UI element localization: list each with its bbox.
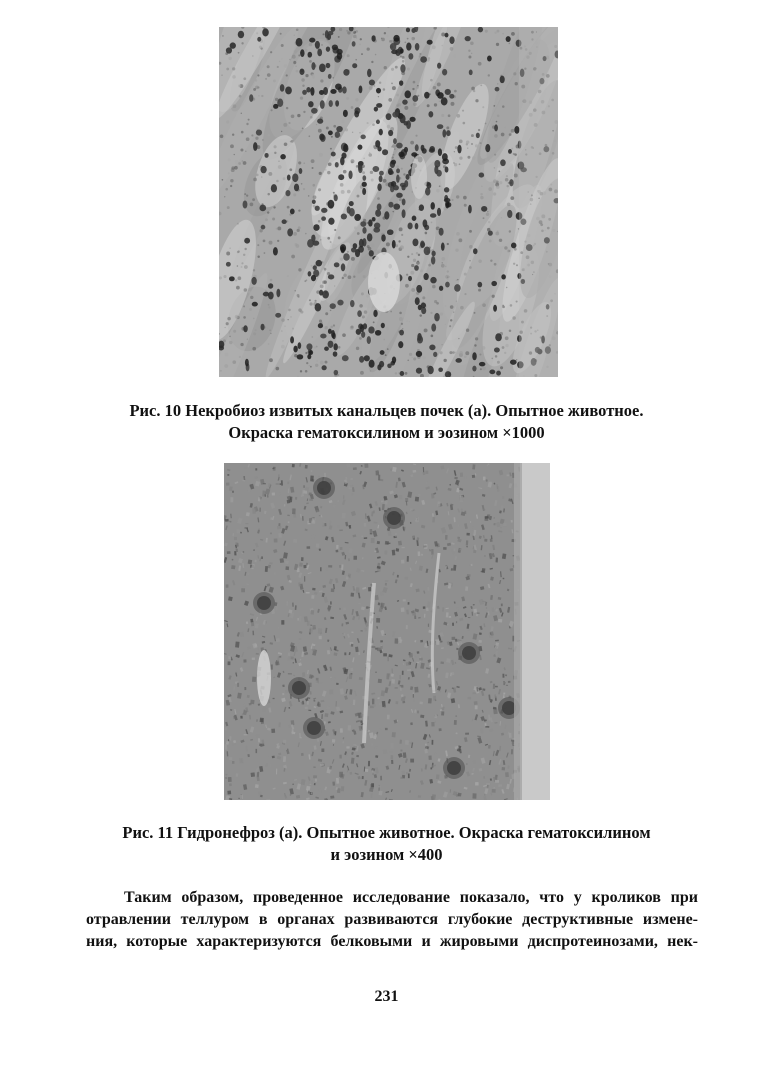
page-number: 231 xyxy=(374,988,399,1005)
body-paragraph xyxy=(86,887,698,953)
figure-10-caption xyxy=(0,400,773,444)
figure-10-caption-line-2: Окраска гематоксилином и эозином ×1000 xyxy=(228,423,545,442)
body-line-3: ния, которые характеризуются белковыми и жировыми диспротеинозами, нек- xyxy=(86,933,698,950)
figure-11-micrograph xyxy=(224,463,550,800)
figure-10-micrograph xyxy=(219,27,558,377)
figure-11-caption xyxy=(0,822,773,866)
figure-11-caption-line-1: Рис. 11 Гидронефроз (а). Опытное животное. Окраска гематоксилином xyxy=(122,823,651,842)
figure-11-caption-line-2: и эозином ×400 xyxy=(330,845,443,864)
figure-10-caption-line-1: Рис. 10 Некробиоз извитых канальцев почек (а). Опытное животное. xyxy=(129,401,644,420)
body-line-2: отравлении теллуром в органах развиваются глубокие деструктивные измене- xyxy=(86,911,698,928)
body-line-1: Таким образом, проведенное исследование показало, что у кроликов при xyxy=(124,889,698,906)
micrograph-10-image xyxy=(219,27,558,377)
micrograph-11-image xyxy=(224,463,550,800)
